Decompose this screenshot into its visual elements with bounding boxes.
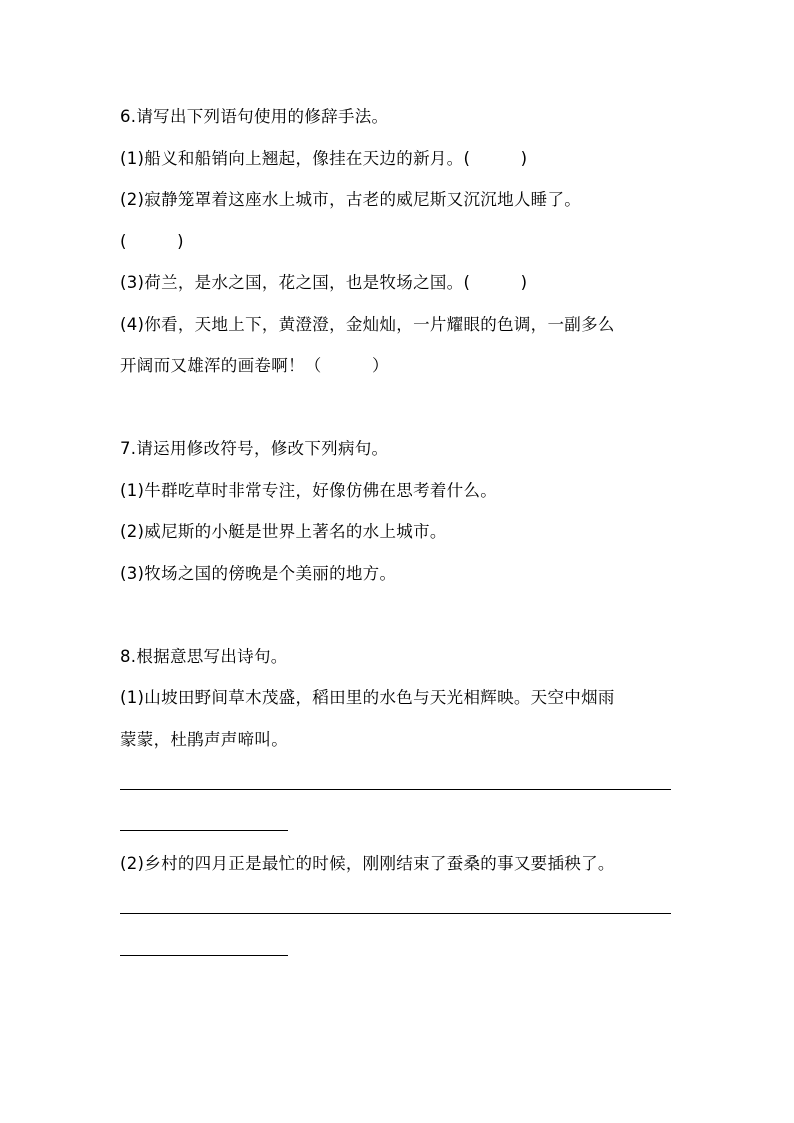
question-8-item-1: (1)山坡田野间草木茂盛，稻田里的水色与天光相辉映。天空中烟雨 — [120, 688, 615, 707]
question-8-item-1-cont: 蒙蒙，杜鹃声声啼叫。 — [120, 729, 288, 749]
question-7-title: 7.请运用修改符号，修改下列病句。 — [120, 439, 389, 458]
question-6-title: 6.请写出下列语句使用的修辞手法。 — [120, 107, 389, 126]
question-7-item-3: (3)牧场之国的傍晚是个美丽的地方。 — [120, 563, 397, 583]
question-6-item-4-cont: 开阔而又雄浑的画卷啊！（ ） — [120, 356, 389, 375]
question-8-title: 8.根据意思写出诗句。 — [120, 646, 288, 666]
question-7-item-1: (1)牛群吃草时非常专注，好像仿佛在思考着什么。 — [120, 480, 498, 500]
question-8-item-2: (2)乡村的四月正是最忙的时候，刚刚结束了蚕桑的事又要插秧了。 — [120, 854, 615, 873]
worksheet-page — [120, 96, 675, 968]
answer-line-short[interactable] — [120, 926, 675, 968]
question-6-item-4: (4)你看，天地上下，黄澄澄，金灿灿，一片耀眼的色调，一副多么 — [120, 314, 615, 334]
question-6-item-3: (3)荷兰，是水之国，花之国，也是牧场之国。( ) — [120, 273, 528, 292]
section-gap — [120, 594, 675, 636]
question-6-item-2: (2)寂静笼罩着这座水上城市，古老的威尼斯又沉沉地人睡了。 — [120, 190, 582, 209]
question-7-item-2: (2)威尼斯的小艇是世界上著名的水上城市。 — [120, 522, 447, 541]
question-6-item-1: (1)船义和船销向上翘起，像挂在天边的新月。( ) — [120, 148, 528, 168]
answer-line-short[interactable] — [120, 802, 675, 844]
question-6-item-2-answer: ( ) — [120, 231, 184, 251]
section-gap — [120, 387, 675, 429]
answer-line[interactable] — [120, 885, 675, 927]
answer-line[interactable] — [120, 760, 675, 802]
